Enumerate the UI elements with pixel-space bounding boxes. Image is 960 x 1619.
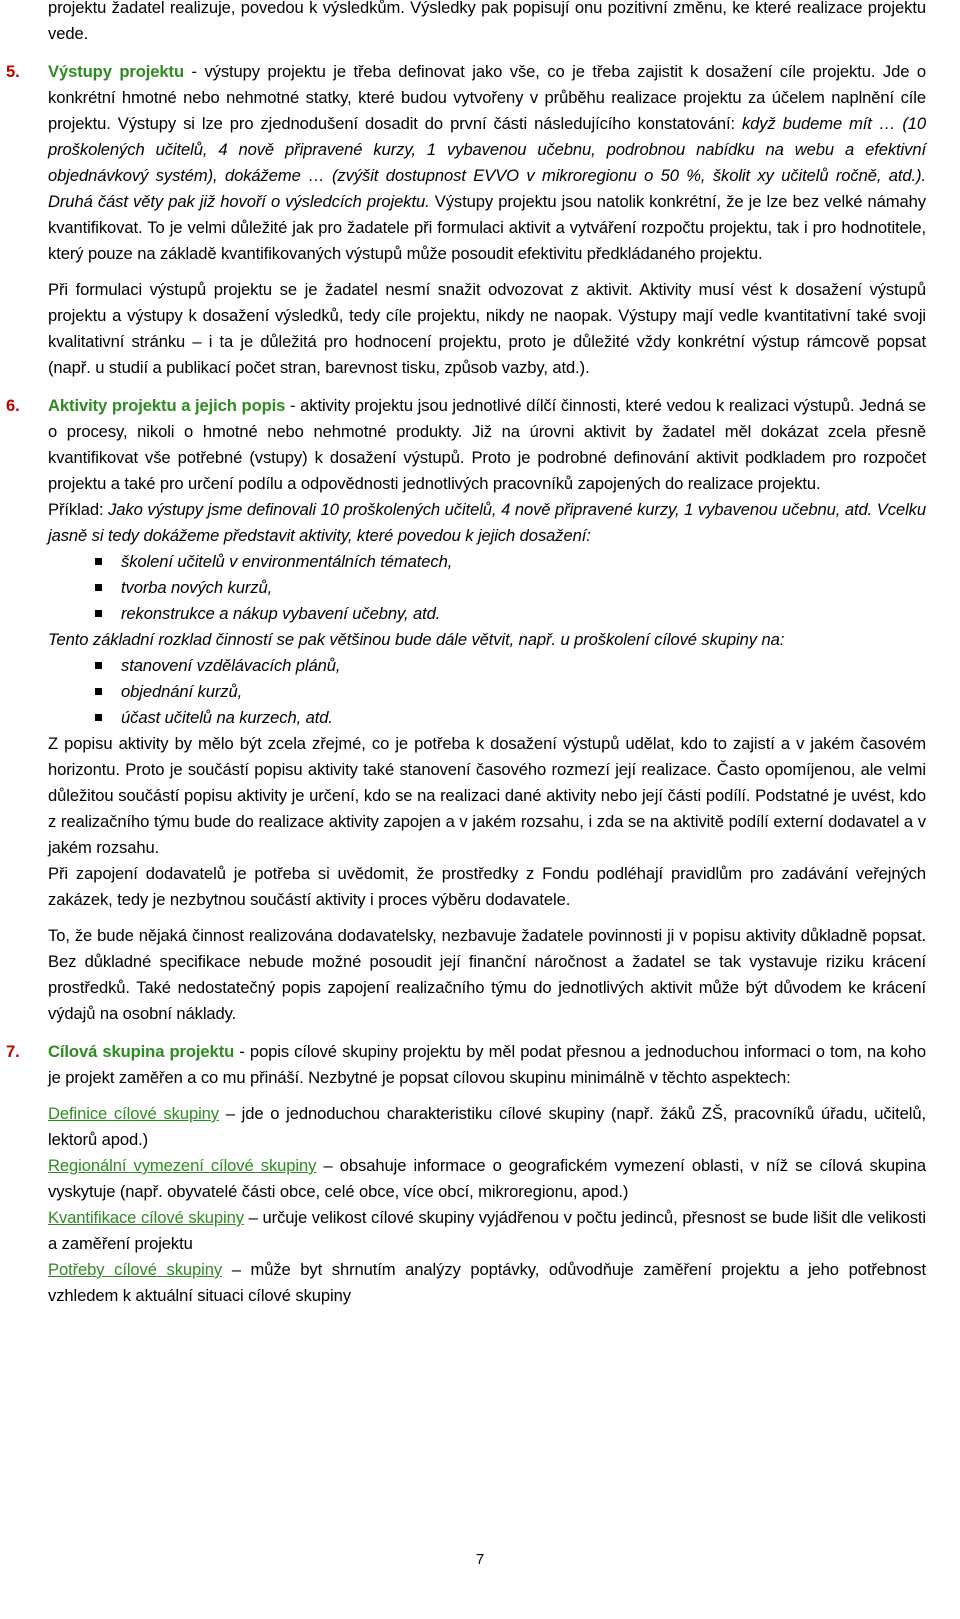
section-text: - výstupy projektu je třeba definovat jako vše, co je třeba zajistit k dosažení cíle projektu. Jde o konkrétní hmotné nebo nehmotné statky, které budou vytvořeny v průběhu realizace projektu za účelem naplnění cíle projektu. Výstupy si lze pro zjednodušení dosadit do první části následujícího konstatování: (48, 62, 926, 133)
example-text: Jako výstupy jsme definovali 10 proškolených učitelů, 4 nově připravené kurzy, 1 vybavenou učebnu, atd. Vcelku jasně si tedy dokážeme představit aktivity, které povedou k jejich dosažení: (48, 500, 926, 545)
example-paragraph (48, 497, 926, 549)
link-potreby[interactable]: Potřeby cílové skupiny (48, 1260, 223, 1279)
intro-paragraph: projektu žadatel realizuje, povedou k výsledkům. Výsledky pak popisují onu pozitivní změnu, ke které realizace projektu vede. (48, 0, 926, 43)
square-bullet-icon (95, 610, 102, 617)
aspect-text: – obsahuje informace o geografickém vymezení oblasti, v níž se cílová skupina vyskytuje (např. obyvatelé části obce, celé obce, více obcí, mikroregionu, apod.) (48, 1156, 926, 1201)
list-item (121, 653, 926, 679)
aspect-text: – jde o jednoduchou charakteristiku cílové skupiny (např. žáků ZŠ, pracovníků úřadu, učitelů, lektorů apod.) (48, 1104, 926, 1149)
list-item-text: školení učitelů v environmentálních tématech, (121, 552, 453, 571)
list-item-text: rekonstrukce a nákup vybavení učebny, atd. (121, 604, 441, 623)
link-definice-cilove-skupiny[interactable]: Definice cílové skupiny (48, 1104, 219, 1123)
breakdown-text: Tento základní rozklad činností se pak většinou bude dále větvit, např. u proškolení cílové skupiny na: (48, 630, 785, 649)
section-7 (6, 1039, 926, 1309)
section-6-paragraph-2: Z popisu aktivity by mělo být zcela zřejmé, co je potřeba k dosažení výstupů udělat, kdo to zajistí a v jakém časovém horizontu. Proto je součástí popisu aktivity také stanovení časového rozmezí její realizace. Často opomíjenou, ale velmi důležitou součástí popisu aktivity je určení, kdo se na realizaci dané aktivity nebo její části podílí. Podstatné je uvést, kdo z realizačního týmu bude do realizace aktivity zapojen a v jakém rozsahu, i zda se na aktivitě podílí externí dodavatel a v jakém rozsahu. (48, 734, 926, 857)
activity-list (48, 549, 926, 627)
section-6-paragraph-3: Při zapojení dodavatelů je potřeba si uvědomit, že prostředky z Fondu podléhají pravidlům pro zadávání veřejných zakázek, tedy je nezbytnou součástí aktivity i proces výběru dodavatele. (48, 864, 926, 909)
square-bullet-icon (95, 688, 102, 695)
aspect-potreby (48, 1257, 926, 1309)
section-text: - popis cílové skupiny projektu by měl podat přesnou a jednoduchou informaci o tom, na koho je projekt zaměřen a co mu přináší. Nezbytné je popsat cílovou skupinu minimálně v těchto aspektech: (48, 1042, 926, 1087)
square-bullet-icon (95, 558, 102, 565)
square-bullet-icon (95, 662, 102, 669)
link-regionalni-vymezeni[interactable]: Regionální vymezení cílové skupiny (48, 1156, 317, 1175)
aspect-definice (48, 1101, 926, 1153)
example-text: když budeme mít … (10 proškolených učitelů, 4 nově připravené kurzy, 1 vybavenou učebnu, podrobnou nabídku na webu a efektivní objednávkový systém), dokážeme … (zvýšit dostupnost EVVO v mikroregionu o 50 %, školit xy učitelů ročně, atd.). Druhá část věty pak již hovoří o výsledcích projektu. (48, 114, 927, 211)
section-6 (6, 393, 926, 1027)
section-number: 7. (6, 1042, 20, 1061)
aspect-text: – může byt shrnutím analýzy poptávky, odůvodňuje zaměření projektu a jeho potřebnost vzhledem k aktuální situaci cílové skupiny (48, 1260, 926, 1305)
list-item (121, 601, 926, 627)
section-title: Výstupy projektu (48, 62, 185, 81)
list-item (121, 705, 926, 731)
list-item-text: stanovení vzdělávacích plánů, (121, 656, 341, 675)
section-text: - aktivity projektu jsou jednotlivé dílčí činnosti, které vedou k realizaci výstupů. Jedná se o procesy, nikoli o hmotné nebo nehmotné produkty. Již na úrovni aktivit by žadatel měl dokázat zcela přesně kvantifikovat vše potřebné (vstupy) k dosažení výstupů. Proto je podrobné definování aktivit podkladem pro rozpočet projektu a také pro určení podílu a odpovědnosti jednotlivých pracovníků zapojených do realizace projektu. (48, 396, 926, 493)
aspect-kvantifikace (48, 1205, 926, 1257)
section-number: 6. (6, 396, 20, 415)
list-item (121, 575, 926, 601)
subactivity-list (48, 653, 926, 731)
section-6-paragraph-4: To, že bude nějaká činnost realizována dodavatelsky, nezbavuje žadatele povinnosti ji v popisu aktivity důkladně popsat. Bez důkladné specifikace nebude možné posoudit její finanční náročnost a žadatel se tak vystavuje riziku krácení prostředků. Také nedostatečný popis zapojení realizačního týmu do jednotlivých aktivit může být důvodem ke krácení výdajů na osobní náklady. (48, 926, 926, 1023)
list-item-text: tvorba nových kurzů, (121, 578, 273, 597)
section-7-paragraph-1 (48, 1039, 926, 1091)
aspect-text: – určuje velikost cílové skupiny vyjádřenou v počtu jedinců, přesnost se bude lišit dle velikosti a zaměření projektu (48, 1208, 926, 1253)
section-5-paragraph-2: Při formulaci výstupů projektu se je žadatel nesmí snažit odvozovat z aktivit. Aktivity musí vést k dosažení výstupů projektu a výstupy k dosažení výsledků, tedy cíle projektu, nikdy ne naopak. Výstupy mají vedle kvantitativní také svoji kvalitativní stránku – i ta je důležitá pro hodnocení projektu, proto je důležité vždy konkrétní výstup rámcově popsat (např. u studií a publikací počet stran, barevnost tisku, způsob vazby, atd.). (48, 280, 926, 377)
breakdown-paragraph (48, 627, 926, 653)
page-content (6, 0, 927, 1309)
page-number: 7 (475, 1551, 485, 1568)
section-6-paragraph-1 (48, 393, 926, 497)
list-item-text: objednání kurzů, (121, 682, 243, 701)
square-bullet-icon (95, 584, 102, 591)
aspect-regionalni (48, 1153, 926, 1205)
list-item (121, 679, 926, 705)
section-5 (6, 59, 927, 381)
list-item-text: účast učitelů na kurzech, atd. (121, 708, 333, 727)
section-number: 5. (6, 62, 20, 81)
square-bullet-icon (95, 714, 102, 721)
section-text: Výstupy projektu jsou natolik konkrétní, že je lze bez velké námahy kvantifikovat. To je velmi důležité jak pro žadatele při formulaci aktivit a vytváření rozpočtu projektu, tak i pro hodnotitele, který pouze na základě kvantifikovaných výstupů může posoudit efektivitu předkládaného projektu. (48, 192, 926, 263)
section-title: Aktivity projektu a jejich popis (48, 396, 286, 415)
link-kvantifikace[interactable]: Kvantifikace cílové skupiny (48, 1208, 244, 1227)
list-item (121, 549, 926, 575)
section-title: Cílová skupina projektu (48, 1042, 235, 1061)
example-label: Příklad: (48, 500, 109, 519)
section-5-paragraph-1 (48, 59, 926, 267)
